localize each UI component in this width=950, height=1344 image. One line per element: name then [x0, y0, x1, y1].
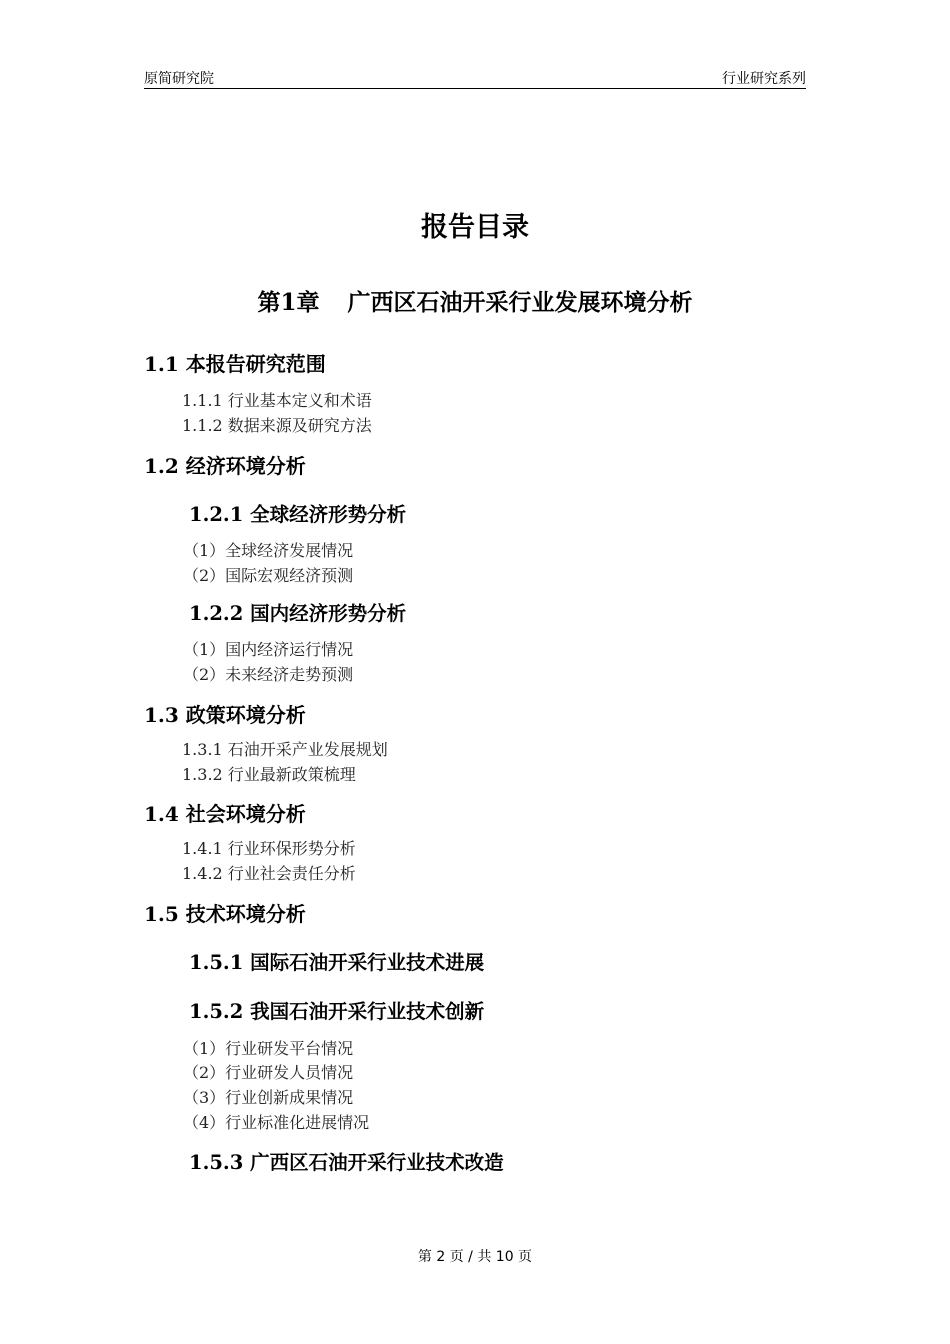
- toc-item-1-3-2[interactable]: 1.3.2 行业最新政策梳理: [182, 765, 356, 784]
- toc-subsection-1-2-1[interactable]: 1.2.1 全球经济形势分析: [189, 503, 407, 526]
- toc-item-1-5-2-a[interactable]: （1）行业研发平台情况: [183, 1039, 354, 1058]
- toc-subsection-1-5-2[interactable]: 1.5.2 我国石油开采行业技术创新: [189, 1000, 485, 1023]
- toc-section-1-1[interactable]: 1.1 本报告研究范围: [144, 352, 326, 376]
- toc-item-1-4-2[interactable]: 1.4.2 行业社会责任分析: [182, 864, 356, 883]
- header-series: 行业研究系列: [722, 71, 806, 87]
- toc-item-1-2-2-a[interactable]: （1）国内经济运行情况: [183, 640, 354, 659]
- toc-item-1-2-1-b[interactable]: （2）国际宏观经济预测: [183, 566, 354, 585]
- toc-subsection-1-2-2[interactable]: 1.2.2 国内经济形势分析: [189, 602, 407, 625]
- toc-item-1-5-2-b[interactable]: （2）行业研发人员情况: [183, 1063, 354, 1082]
- toc-item-1-1-1[interactable]: 1.1.1 行业基本定义和术语: [182, 391, 372, 410]
- toc-item-1-2-1-a[interactable]: （1）全球经济发展情况: [183, 541, 354, 560]
- page-header: [144, 66, 806, 89]
- chapter-title: 广西区石油开采行业发展环境分析: [347, 289, 693, 316]
- toc-section-1-2[interactable]: 1.2 经济环境分析: [144, 454, 306, 478]
- toc-item-1-5-2-d[interactable]: （4）行业标准化进展情况: [183, 1113, 370, 1132]
- toc-item-1-3-1[interactable]: 1.3.1 石油开采产业发展规划: [182, 740, 388, 759]
- toc-item-1-2-2-b[interactable]: （2）未来经济走势预测: [183, 665, 354, 684]
- toc-section-1-5[interactable]: 1.5 技术环境分析: [144, 902, 306, 926]
- toc-item-1-1-2[interactable]: 1.1.2 数据来源及研究方法: [182, 416, 372, 435]
- toc-section-1-3[interactable]: 1.3 政策环境分析: [144, 703, 306, 727]
- toc-subsection-1-5-3[interactable]: 1.5.3 广西区石油开采行业技术改造: [189, 1151, 504, 1174]
- page-footer: 第 2 页 / 共 10 页: [417, 1249, 533, 1265]
- toc-section-1-4[interactable]: 1.4 社会环境分析: [144, 802, 306, 826]
- toc-item-1-5-2-c[interactable]: （3）行业创新成果情况: [183, 1088, 354, 1107]
- toc-subsection-1-5-1[interactable]: 1.5.1 国际石油开采行业技术进展: [189, 951, 485, 974]
- header-publisher: 原简研究院: [144, 71, 214, 87]
- chapter-heading: [0, 284, 950, 317]
- toc-item-1-4-1[interactable]: 1.4.1 行业环保形势分析: [182, 839, 356, 858]
- chapter-number: 第1章: [257, 289, 320, 316]
- page-title: 报告目录: [421, 212, 529, 243]
